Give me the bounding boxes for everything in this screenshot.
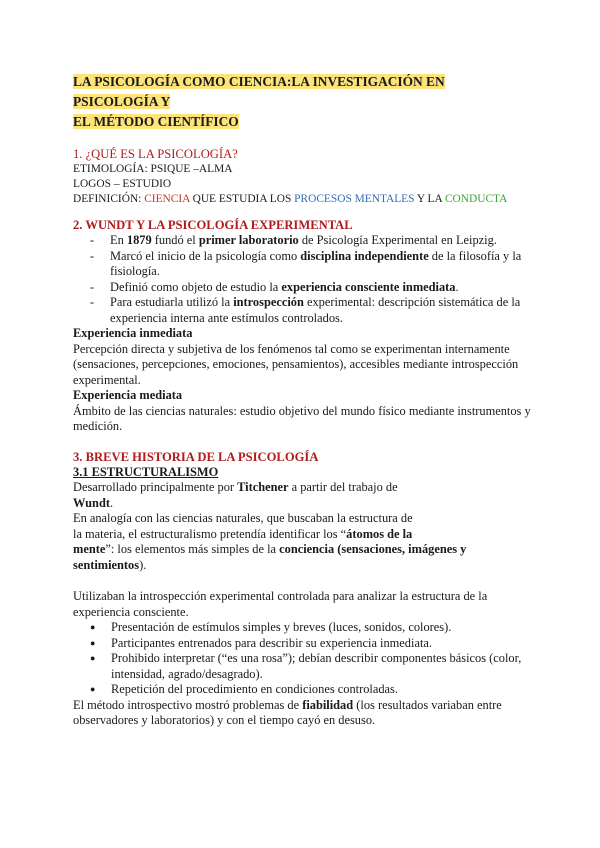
logos-line: LOGOS – ESTUDIO [73, 178, 172, 190]
def-ciencia: CIENCIA [144, 193, 190, 205]
document-page [73, 72, 533, 729]
title-line-2: EL MÉTODO CIENTÍFICO [73, 114, 239, 129]
def-procesos: PROCESOS MENTALES [294, 193, 415, 205]
def-conducta: CONDUCTA [444, 193, 508, 205]
wundt-list [73, 233, 533, 326]
list-item: - Para estudiarla utilizó la introspección experimental: descripción sistemática de la experiencia interna ante estímulos controlados. [90, 295, 533, 326]
section-1-heading: 1. ¿QUÉ ES LA PSICOLOGÍA? [73, 147, 238, 161]
paragraph-introspeccion: Utilizaban la introspección experimental controlada para analizar la estructura de la experiencia consciente. [73, 589, 488, 619]
document-title [73, 72, 533, 132]
list-item: ● Prohibido interpretar (“es una rosa”); debían describir componentes básicos (color, intensidad, agrado/desagrado). [90, 651, 533, 682]
introspeccion-list [73, 620, 533, 698]
section-2-heading: 2. WUNDT Y LA PSICOLOGÍA EXPERIMENTAL [73, 218, 353, 232]
estructuralismo-subheading: 3.1 ESTRUCTURALISMO [73, 464, 219, 479]
list-item: ● Participantes entrenados para describir su experiencia inmediata. [90, 636, 533, 652]
section-3-heading: 3. BREVE HISTORIA DE LA PSICOLOGÍA [73, 449, 319, 464]
experiencia-inmediata-title: Experiencia inmediata [73, 326, 193, 340]
etimologia-line: ETIMOLOGÍA: PSIQUE –ALMA [73, 163, 233, 175]
experiencia-mediata-text: Ámbito de las ciencias naturales: estudio objetivo del mundo físico mediante instrumentos y medición. [73, 403, 531, 433]
experiencia-inmediata-text: Percepción directa y subjetiva de los fenómenos tal como se experimentan internamente (sensaciones, percepciones, emociones, pensamientos), accesibles mediante introspección experimental. [73, 341, 519, 387]
list-item: ● Repetición del procedimiento en condiciones controladas. [90, 682, 533, 698]
paragraph-titchener: Desarrollado principalmente por Titchener a partir del trabajo de Wundt. [73, 480, 398, 510]
title-line-1: LA PSICOLOGÍA COMO CIENCIA:LA INVESTIGACIÓN EN PSICOLOGÍA Y [73, 74, 445, 109]
paragraph-fiabilidad: El método introspectivo mostró problemas de fiabilidad (los resultados variaban entre observadores y laboratorios) y con el tiempo cayó en desuso. [73, 697, 502, 727]
experiencia-mediata-title: Experiencia mediata [73, 388, 183, 402]
list-item: ● Presentación de estímulos simples y breves (luces, sonidos, colores). [90, 620, 533, 636]
list-item: - En 1879 fundó el primer laboratorio de Psicología Experimental en Leipzig. [90, 233, 533, 249]
paragraph-analogia: En analogía con las ciencias naturales, que buscaban la estructura de la materia, el estructuralismo pretendía identificar los “átomos de la mente”: los elementos más simples de la conciencia (sensaciones, imágenes y sentimientos). [73, 511, 467, 572]
definicion-line: DEFINICIÓN: CIENCIA QUE ESTUDIA LOS PROCESOS MENTALES Y LA CONDUCTA [73, 193, 508, 205]
list-item: - Definió como objeto de estudio la experiencia consciente inmediata. [90, 280, 533, 296]
list-item: - Marcó el inicio de la psicología como disciplina independiente de la filosofía y la fisiología. [90, 249, 533, 280]
